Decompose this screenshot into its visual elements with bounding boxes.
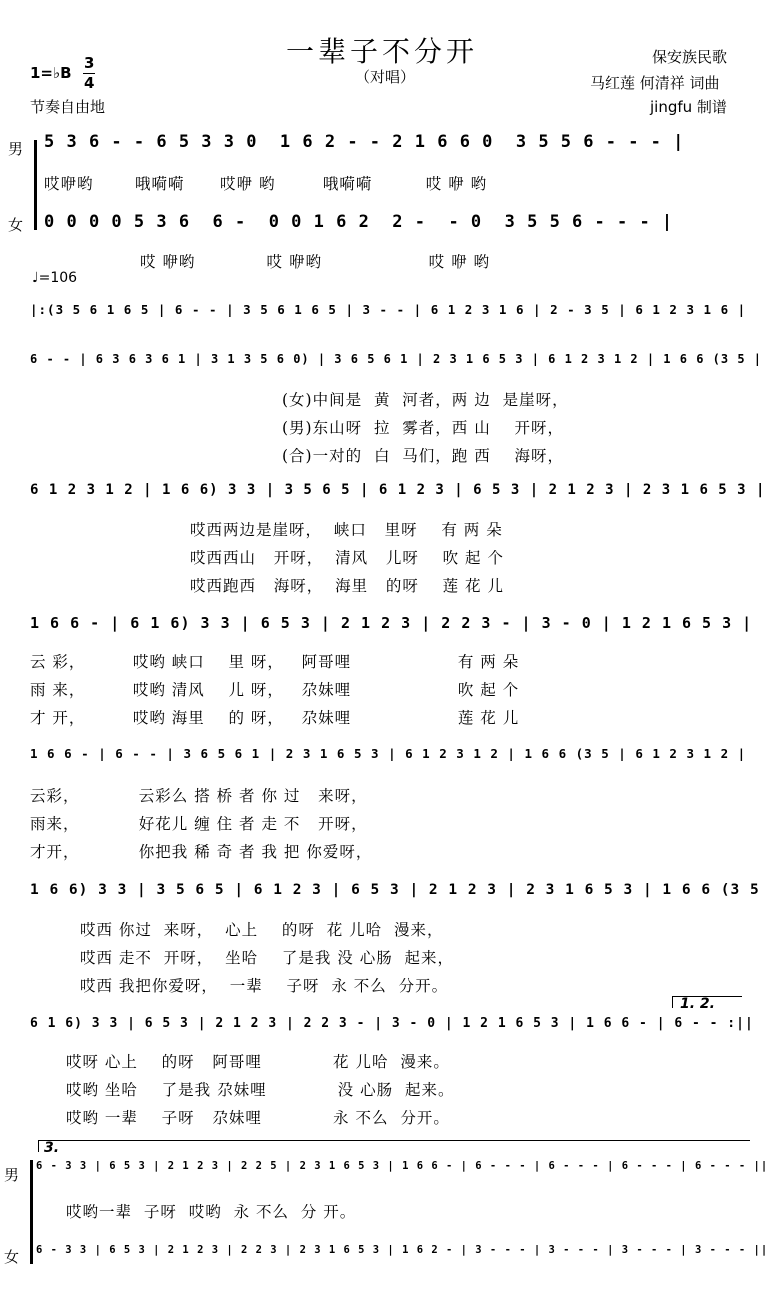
staff-row-6: 1 6 6) 3 3 | 3 5 6 5 | 6 1 2 3 | 6 5 3 | 2 1 2 3 | 2 3 1 6 5 3 | 1 6 6 (3 5 — [30, 882, 760, 898]
staff-row-3: 6 1 2 3 1 2 | 1 6 6) 3 3 | 3 5 6 5 | 6 1 2 3 | 6 5 3 | 2 1 2 3 | 2 3 1 6 5 3 | — [30, 482, 766, 498]
row-5-lyrics-1: 云彩， 云彩么 搭 桥 者 你 过 来呀， — [30, 787, 368, 805]
row-2-lyrics-1: (女)中间是 黄 河者，两 边 是崖呀， — [282, 391, 569, 409]
row-6-lyrics-3: 哎西 我把你爱呀， 一辈 子呀 永 不么 分开。 — [80, 977, 449, 995]
ending-lyrics: 哎哟一辈 子呀 哎哟 永 不么 分 开。 — [66, 1203, 357, 1221]
ending-female-label: 女 — [4, 1248, 20, 1266]
row-5-lyrics-2: 雨来， 好花儿 缠 住 者 走 不 开呀， — [30, 815, 368, 833]
row-2-lyrics-2: (男)东山呀 拉 雾者，西 山 开呀， — [282, 419, 564, 437]
time-signature-top: 3 — [84, 54, 95, 72]
female-part-label: 女 — [8, 216, 24, 234]
row-4-lyrics-3: 才 开， 哎哟 海里 的 呀， 尕妹哩 莲 花 儿 — [30, 709, 520, 727]
row-6-lyrics-2: 哎西 走不 开呀， 坐哈 了是我 没 心肠 起来， — [80, 949, 455, 967]
tempo-text: 节奏自由地 — [30, 98, 106, 116]
ending-male-label: 男 — [4, 1166, 20, 1184]
row-3-lyrics-2: 哎西西山 开呀， 清风 儿呀 吹 起 个 — [190, 549, 504, 567]
system-brace — [34, 140, 37, 230]
staff-row-4: 1 6 6 - | 6 1 6) 3 3 | 6 5 3 | 2 1 2 3 | 2 2 3 - | 3 - 0 | 1 2 1 6 5 3 | — [30, 614, 753, 632]
staff-row-7: 6 1 6) 3 3 | 6 5 3 | 2 1 2 3 | 2 2 3 - | 3 - 0 | 1 2 1 6 5 3 | 1 6 6 - | 6 - - :|| — [30, 1016, 754, 1031]
row-6-lyrics-1: 哎西 你过 来呀， 心上 的呀 花 儿哈 漫来， — [80, 921, 444, 939]
tempo-mark: ♩=106 — [32, 270, 78, 286]
volta-3-line — [38, 1140, 750, 1141]
intro-female-lyrics: 哎 咿哟 哎 咿哟 哎 咿 哟 — [140, 253, 491, 271]
staff-row-2: 6 - - | 6 3 6 3 6 1 | 3 1 3 5 6 0) | 3 6 5 6 1 | 2 3 1 6 5 3 | 6 1 2 3 1 2 | 1 6 6 (3 5 | — [30, 352, 762, 366]
key-signature: 1=♭B — [30, 64, 72, 82]
credits-label: 马红莲 何清祥 词曲 — [590, 74, 720, 92]
intro-female-notes: 0 0 0 0 5 3 6 6 - 0 0 1 6 2 2 - - 0 3 5 5 6 - - - | — [44, 212, 674, 232]
row-3-lyrics-3: 哎西跑西 海呀， 海里 的呀 莲 花 儿 — [190, 577, 504, 595]
intro-male-lyrics: 哎咿哟 哦嗬嗬 哎咿 哟 哦嗬嗬 哎 咿 哟 — [44, 175, 488, 193]
arranger-label: jingfu 制谱 — [650, 98, 727, 116]
volta-3-label: 3. — [44, 1140, 60, 1156]
staff-row-5: 1 6 6 - | 6 - - | 3 6 5 6 1 | 2 3 1 6 5 3 | 6 1 2 3 1 2 | 1 6 6 (3 5 | 6 1 2 3 1 2 | — [30, 746, 747, 761]
ending-male-notes: 6 - 3 3 | 6 5 3 | 2 1 2 3 | 2 2 5 | 2 3 1 6 5 3 | 1 6 6 - | 6 - - - | 6 - - - | 6 - - - | 6 - - - || — [36, 1160, 769, 1172]
row-2-lyrics-3: (合)一对的 白 马们，跑 西 海呀， — [282, 447, 564, 465]
row-4-lyrics-2: 雨 来， 哎哟 清风 儿 呀， 尕妹哩 吹 起 个 — [30, 681, 520, 699]
ending-brace — [30, 1160, 33, 1264]
song-title: 一辈子不分开 — [286, 35, 479, 68]
row-3-lyrics-1: 哎西两边是崖呀， 峡口 里呀 有 两 朵 — [190, 521, 503, 539]
row-7-lyrics-1: 哎呀 心上 的呀 阿哥哩 花 儿哈 漫来。 — [66, 1053, 450, 1071]
song-subtitle: （对唱） — [355, 68, 416, 86]
ending-female-notes: 6 - 3 3 | 6 5 3 | 2 1 2 3 | 2 2 3 | 2 3 1 6 5 3 | 1 6 2 - | 3 - - - | 3 - - - | 3 - - - | 3 - - - || — [36, 1244, 769, 1256]
volta-3-hook — [38, 1140, 39, 1152]
staff-row-1: |:(3 5 6 1 6 5 | 6 - - | 3 5 6 1 6 5 | 3 - - | 6 1 2 3 1 6 | 2 - 3 5 | 6 1 2 3 1 6 | — [30, 302, 747, 317]
row-5-lyrics-3: 才开， 你把我 稀 奇 者 我 把 你爱呀， — [30, 843, 373, 861]
volta-12-label: 1. 2. — [680, 996, 715, 1012]
intro-male-notes: 5 3 6 - - 6 5 3 3 0 1 6 2 - - 2 1 6 6 0 3 5 5 6 - - - | — [44, 132, 685, 152]
male-part-label: 男 — [8, 140, 24, 158]
row-7-lyrics-2: 哎哟 坐哈 了是我 尕妹哩 没 心肠 起来。 — [66, 1081, 455, 1099]
row-4-lyrics-1: 云 彩， 哎哟 峡口 里 呀， 阿哥哩 有 两 朵 — [30, 653, 520, 671]
genre-label: 保安族民歌 — [652, 48, 728, 66]
volta-12-hook — [672, 996, 673, 1008]
row-7-lyrics-3: 哎哟 一辈 子呀 尕妹哩 永 不么 分开。 — [66, 1109, 450, 1127]
time-signature-bottom: 4 — [84, 74, 95, 92]
